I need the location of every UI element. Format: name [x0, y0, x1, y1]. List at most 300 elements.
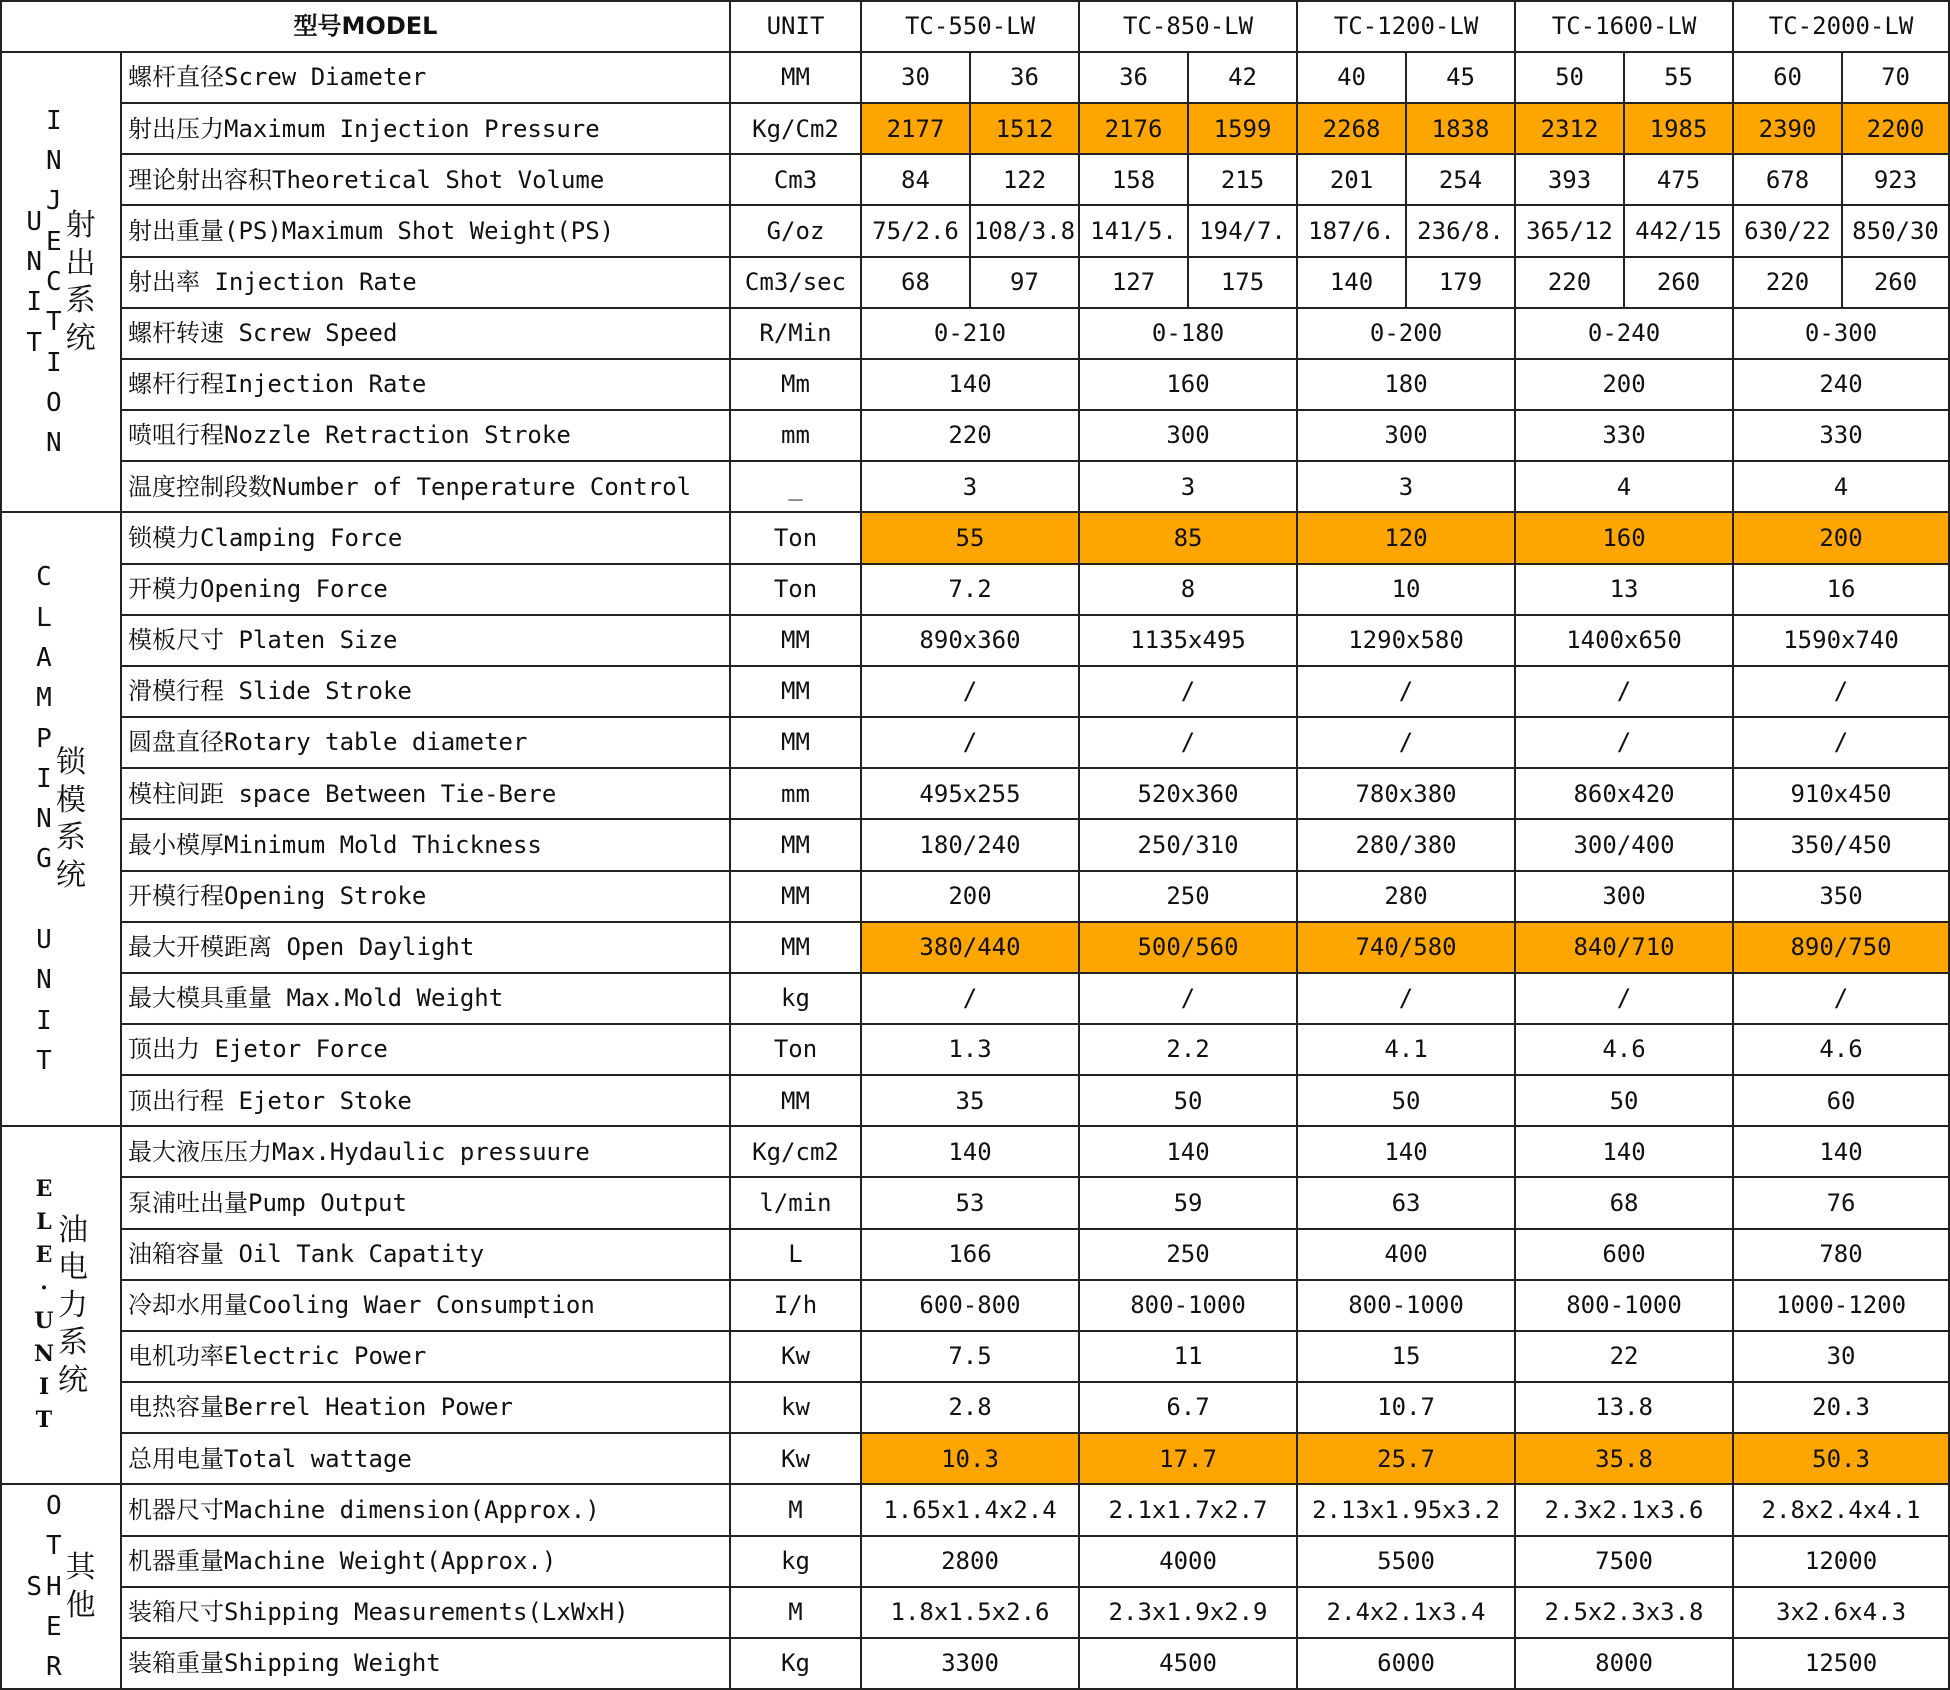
- value-cell: 0-200: [1297, 308, 1515, 359]
- row-label: 模柱间距 space Between Tie-Bere: [121, 768, 730, 819]
- value-cell: /: [1297, 717, 1515, 768]
- row-unit: M: [730, 1587, 861, 1638]
- section-letter: U: [26, 206, 42, 237]
- section-letter: C: [36, 562, 52, 593]
- row-label: 螺杆转速 Screw Speed: [121, 308, 730, 359]
- row-label: 最大模具重量 Max.Mold Weight: [121, 973, 730, 1024]
- value-cell: 140: [861, 359, 1079, 410]
- value-cell: 3x2.6x4.3: [1733, 1587, 1949, 1638]
- row-unit: MM: [730, 871, 861, 922]
- row-label: 最小模厚Minimum Mold Thickness: [121, 819, 730, 870]
- value-cell: 68: [1515, 1177, 1733, 1228]
- row-label: 顶出行程 Ejetor Stoke: [121, 1075, 730, 1126]
- table-row: [1, 1075, 1949, 1126]
- value-cell: 500/560: [1079, 922, 1297, 973]
- row-label: 机器重量Machine Weight(Approx.): [121, 1536, 730, 1587]
- section-letter: O: [46, 1490, 62, 1521]
- value-cell: 2.8x2.4x4.1: [1733, 1484, 1949, 1535]
- value-cell: 1290x580: [1297, 615, 1515, 666]
- value-cell: 10.7: [1297, 1382, 1515, 1433]
- value-cell: 68: [861, 257, 970, 308]
- value-cell: 36: [1079, 52, 1188, 103]
- value-cell: 890/750: [1733, 922, 1949, 973]
- table-row: [1, 154, 1949, 205]
- value-cell: 1400x650: [1515, 615, 1733, 666]
- row-label: 机器尺寸Machine dimension(Approx.): [121, 1484, 730, 1535]
- section-letter: 统: [55, 857, 86, 893]
- value-cell: /: [1515, 717, 1733, 768]
- value-cell: 30: [861, 52, 970, 103]
- value-cell: 860x420: [1515, 768, 1733, 819]
- value-cell: 6.7: [1079, 1382, 1297, 1433]
- value-cell: 158: [1079, 154, 1188, 205]
- value-cell: 4.6: [1733, 1024, 1949, 1075]
- value-cell: /: [1515, 973, 1733, 1024]
- value-cell: 59: [1079, 1177, 1297, 1228]
- value-cell: 300: [1079, 410, 1297, 461]
- value-cell: 2200: [1842, 103, 1949, 154]
- section-letter: I: [46, 347, 62, 378]
- value-cell: /: [1079, 973, 1297, 1024]
- section-letter: 系: [65, 283, 96, 319]
- value-cell: 0-240: [1515, 308, 1733, 359]
- model-header-1: TC-550-LW: [861, 1, 1079, 52]
- section-letter: 电: [58, 1250, 89, 1286]
- section-others: [1, 1484, 121, 1689]
- unit-header: UNIT: [730, 1, 861, 52]
- value-cell: 442/15: [1624, 205, 1733, 256]
- section-letter: T: [26, 327, 42, 358]
- value-cell: 1.65x1.4x2.4: [861, 1484, 1079, 1535]
- table-row: [1, 1024, 1949, 1075]
- section-letter: 系: [58, 1325, 89, 1361]
- row-label: 喷咀行程Nozzle Retraction Stroke: [121, 410, 730, 461]
- value-cell: 2390: [1733, 103, 1842, 154]
- value-cell: 250/310: [1079, 819, 1297, 870]
- section-letter: N: [46, 428, 62, 459]
- value-cell: 630/22: [1733, 205, 1842, 256]
- table-row: [1, 1331, 1949, 1382]
- row-unit: Kg: [730, 1638, 861, 1689]
- value-cell: 175: [1188, 257, 1297, 308]
- value-cell: 166: [861, 1229, 1079, 1280]
- row-unit: Cm3: [730, 154, 861, 205]
- table-row: [1, 205, 1949, 256]
- value-cell: 140: [1079, 1126, 1297, 1177]
- section-letter: 出: [65, 245, 96, 281]
- row-label: 螺杆直径Screw Diameter: [121, 52, 730, 103]
- value-cell: /: [861, 666, 1079, 717]
- value-cell: 140: [1297, 1126, 1515, 1177]
- row-label: 电热容量Berrel Heation Power: [121, 1382, 730, 1433]
- value-cell: 5500: [1297, 1536, 1515, 1587]
- section-ele: [1, 1126, 121, 1484]
- section-letter: J: [46, 186, 62, 217]
- row-unit: kw: [730, 1382, 861, 1433]
- value-cell: 12500: [1733, 1638, 1949, 1689]
- value-cell: 179: [1406, 257, 1515, 308]
- value-cell: 13.8: [1515, 1382, 1733, 1433]
- row-unit: MM: [730, 666, 861, 717]
- value-cell: 393: [1515, 154, 1624, 205]
- value-cell: 97: [970, 257, 1079, 308]
- value-cell: 250: [1079, 1229, 1297, 1280]
- value-cell: 140: [861, 1126, 1079, 1177]
- value-cell: 280: [1297, 871, 1515, 922]
- row-unit: MM: [730, 717, 861, 768]
- section-letter: [36, 880, 52, 920]
- value-cell: 200: [1515, 359, 1733, 410]
- value-cell: 2.8: [861, 1382, 1079, 1433]
- row-label: 模板尺寸 Platen Size: [121, 615, 730, 666]
- value-cell: 55: [861, 512, 1079, 563]
- section-letter: E: [35, 1242, 53, 1269]
- value-cell: 910x450: [1733, 768, 1949, 819]
- row-unit: Kw: [730, 1433, 861, 1484]
- row-label: 总用电量Total wattage: [121, 1433, 730, 1484]
- section-letter: T: [36, 1045, 52, 1076]
- value-cell: 1135x495: [1079, 615, 1297, 666]
- value-cell: 2.3x2.1x3.6: [1515, 1484, 1733, 1535]
- row-label: 冷却水用量Cooling Waer Consumption: [121, 1280, 730, 1331]
- value-cell: 63: [1297, 1177, 1515, 1228]
- section-letter: I: [26, 287, 42, 318]
- row-unit: mm: [730, 410, 861, 461]
- value-cell: 236/8.: [1406, 205, 1515, 256]
- value-cell: 200: [861, 871, 1079, 922]
- value-cell: 1.8x1.5x2.6: [861, 1587, 1079, 1638]
- section-letter: 油: [58, 1212, 89, 1248]
- value-cell: 10: [1297, 564, 1515, 615]
- value-cell: 1590x740: [1733, 615, 1949, 666]
- value-cell: 3: [1079, 461, 1297, 512]
- section-letter: L: [36, 1209, 52, 1236]
- section-letter: O: [46, 387, 62, 418]
- row-unit: I/h: [730, 1280, 861, 1331]
- table-row: [1, 922, 1949, 973]
- value-cell: 4.6: [1515, 1024, 1733, 1075]
- value-cell: 2268: [1297, 103, 1406, 154]
- value-cell: 240: [1733, 359, 1949, 410]
- table-row: [1, 1587, 1949, 1638]
- table-row: [1, 871, 1949, 922]
- row-unit: Kg/Cm2: [730, 103, 861, 154]
- section-letter: T: [46, 1531, 62, 1562]
- row-label: 温度控制段数Number of Tenperature Control: [121, 461, 730, 512]
- value-cell: 330: [1733, 410, 1949, 461]
- table-row: [1, 1177, 1949, 1228]
- table-row: [1, 512, 1949, 563]
- model-header-3: TC-1200-LW: [1297, 1, 1515, 52]
- row-unit: Ton: [730, 564, 861, 615]
- table-row: [1, 717, 1949, 768]
- value-cell: 330: [1515, 410, 1733, 461]
- row-label: 电机功率Electric Power: [121, 1331, 730, 1382]
- value-cell: /: [861, 973, 1079, 1024]
- row-label: 射出压力Maximum Injection Pressure: [121, 103, 730, 154]
- table-row: [1, 1382, 1949, 1433]
- value-cell: 380/440: [861, 922, 1079, 973]
- value-cell: 260: [1842, 257, 1949, 308]
- value-cell: 1000-1200: [1733, 1280, 1949, 1331]
- row-unit: Ton: [730, 512, 861, 563]
- value-cell: 140: [1733, 1126, 1949, 1177]
- table-row: [1, 257, 1949, 308]
- section-letter: N: [26, 246, 42, 277]
- row-unit: Kw: [730, 1331, 861, 1382]
- section-letter: U: [34, 1308, 54, 1335]
- value-cell: 2177: [861, 103, 970, 154]
- value-cell: 220: [1733, 257, 1842, 308]
- value-cell: 10.3: [861, 1433, 1079, 1484]
- value-cell: 7.2: [861, 564, 1079, 615]
- row-unit: MM: [730, 1075, 861, 1126]
- section-letter: 统: [58, 1362, 89, 1398]
- row-unit: MM: [730, 52, 861, 103]
- value-cell: 194/7.: [1188, 205, 1297, 256]
- row-unit: _: [730, 461, 861, 512]
- value-cell: 2312: [1515, 103, 1624, 154]
- section-letter: I: [38, 1374, 50, 1401]
- value-cell: 1838: [1406, 103, 1515, 154]
- section-letter: A: [36, 643, 52, 673]
- row-label: 射出率 Injection Rate: [121, 257, 730, 308]
- value-cell: /: [1733, 717, 1949, 768]
- value-cell: 4.1: [1297, 1024, 1515, 1075]
- value-cell: 3: [861, 461, 1079, 512]
- value-cell: 220: [861, 410, 1079, 461]
- table-row: [1, 461, 1949, 512]
- row-label: 射出重量(PS)Maximum Shot Weight(PS): [121, 205, 730, 256]
- value-cell: 1599: [1188, 103, 1297, 154]
- section-letter: N: [46, 146, 62, 177]
- row-label: 装箱重量Shipping Weight: [121, 1638, 730, 1689]
- value-cell: 201: [1297, 154, 1406, 205]
- value-cell: 2800: [861, 1536, 1079, 1587]
- section-letter: 锁: [55, 745, 86, 781]
- section-letter: 模: [55, 782, 86, 818]
- section-letter: 射: [65, 208, 96, 244]
- value-cell: /: [1515, 666, 1733, 717]
- value-cell: 800-1000: [1079, 1280, 1297, 1331]
- value-cell: 300/400: [1515, 819, 1733, 870]
- section-letter: G: [36, 844, 52, 875]
- row-unit: Kg/cm2: [730, 1126, 861, 1177]
- row-label: 理论射出容积Theoretical Shot Volume: [121, 154, 730, 205]
- value-cell: 800-1000: [1297, 1280, 1515, 1331]
- section-letter: 统: [65, 320, 96, 356]
- value-cell: 141/5.: [1079, 205, 1188, 256]
- row-label: 最大液压压力Max.Hydaulic pressuure: [121, 1126, 730, 1177]
- value-cell: 2.4x2.1x3.4: [1297, 1587, 1515, 1638]
- value-cell: 42: [1188, 52, 1297, 103]
- section-letter: U: [36, 925, 52, 956]
- value-cell: 495x255: [861, 768, 1079, 819]
- value-cell: 365/12: [1515, 205, 1624, 256]
- value-cell: /: [1733, 973, 1949, 1024]
- value-cell: 50: [1079, 1075, 1297, 1126]
- model-header-2: TC-850-LW: [1079, 1, 1297, 52]
- value-cell: /: [1297, 973, 1515, 1024]
- value-cell: 350/450: [1733, 819, 1949, 870]
- section-letter: ·: [40, 1275, 48, 1302]
- value-cell: 84: [861, 154, 970, 205]
- section-letter: N: [36, 965, 52, 996]
- value-cell: 12000: [1733, 1536, 1949, 1587]
- section-letter: P: [36, 723, 52, 754]
- section-letter: 他: [65, 1587, 96, 1623]
- value-cell: /: [1297, 666, 1515, 717]
- value-cell: 85: [1079, 512, 1297, 563]
- value-cell: 13: [1515, 564, 1733, 615]
- value-cell: 11: [1079, 1331, 1297, 1382]
- value-cell: 300: [1297, 410, 1515, 461]
- table-row: [1, 308, 1949, 359]
- value-cell: 2.13x1.95x3.2: [1297, 1484, 1515, 1535]
- table-row: [1, 1229, 1949, 1280]
- table-row: [1, 1126, 1949, 1177]
- row-label: 开模行程Opening Stroke: [121, 871, 730, 922]
- value-cell: 200: [1733, 512, 1949, 563]
- section-letter: I: [36, 1005, 52, 1036]
- model-header: 型号MODEL: [1, 1, 730, 52]
- table-row: [1, 103, 1949, 154]
- table-row: [1, 1433, 1949, 1484]
- value-cell: 120: [1297, 512, 1515, 563]
- value-cell: 22: [1515, 1331, 1733, 1382]
- value-cell: 2.1x1.7x2.7: [1079, 1484, 1297, 1535]
- table-row: [1, 410, 1949, 461]
- section-letter: L: [36, 602, 52, 633]
- value-cell: 160: [1079, 359, 1297, 410]
- value-cell: 180: [1297, 359, 1515, 410]
- value-cell: 76: [1733, 1177, 1949, 1228]
- row-label: 泵浦吐出量Pump Output: [121, 1177, 730, 1228]
- row-unit: Cm3/sec: [730, 257, 861, 308]
- row-unit: Mm: [730, 359, 861, 410]
- value-cell: 160: [1515, 512, 1733, 563]
- table-row: [1, 615, 1949, 666]
- value-cell: 254: [1406, 154, 1515, 205]
- value-cell: 220: [1515, 257, 1624, 308]
- row-unit: L: [730, 1229, 861, 1280]
- value-cell: 890x360: [861, 615, 1079, 666]
- value-cell: 50.3: [1733, 1433, 1949, 1484]
- row-label: 滑模行程 Slide Stroke: [121, 666, 730, 717]
- value-cell: 850/30: [1842, 205, 1949, 256]
- row-label: 锁模力Clamping Force: [121, 512, 730, 563]
- value-cell: 350: [1733, 871, 1949, 922]
- section-letter: H: [46, 1571, 62, 1602]
- value-cell: 678: [1733, 154, 1842, 205]
- section-letter: N: [36, 804, 52, 835]
- value-cell: 25.7: [1297, 1433, 1515, 1484]
- table-row: [1, 1638, 1949, 1689]
- value-cell: 840/710: [1515, 922, 1733, 973]
- row-unit: MM: [730, 922, 861, 973]
- value-cell: 475: [1624, 154, 1733, 205]
- value-cell: 2.3x1.9x2.9: [1079, 1587, 1297, 1638]
- section-letter: S: [26, 1571, 42, 1602]
- row-unit: M: [730, 1484, 861, 1535]
- value-cell: 50: [1297, 1075, 1515, 1126]
- value-cell: 20.3: [1733, 1382, 1949, 1433]
- value-cell: 7.5: [861, 1331, 1079, 1382]
- value-cell: 780: [1733, 1229, 1949, 1280]
- section-injection: [1, 52, 121, 512]
- row-unit: l/min: [730, 1177, 861, 1228]
- table-row: [1, 1536, 1949, 1587]
- value-cell: 260: [1624, 257, 1733, 308]
- value-cell: 600: [1515, 1229, 1733, 1280]
- value-cell: 2.5x2.3x3.8: [1515, 1587, 1733, 1638]
- table-row: [1, 564, 1949, 615]
- value-cell: 180/240: [861, 819, 1079, 870]
- value-cell: 75/2.6: [861, 205, 970, 256]
- value-cell: /: [1079, 666, 1297, 717]
- value-cell: 122: [970, 154, 1079, 205]
- row-label: 装箱尺寸Shipping Measurements(LxWxH): [121, 1587, 730, 1638]
- value-cell: 36: [970, 52, 1079, 103]
- value-cell: 17.7: [1079, 1433, 1297, 1484]
- section-letter: I: [36, 763, 52, 794]
- value-cell: 35.8: [1515, 1433, 1733, 1484]
- table-row: [1, 819, 1949, 870]
- model-header-5: TC-2000-LW: [1733, 1, 1949, 52]
- section-letter: N: [33, 1341, 55, 1368]
- row-label: 圆盘直径Rotary table diameter: [121, 717, 730, 768]
- value-cell: 0-210: [861, 308, 1079, 359]
- value-cell: 400: [1297, 1229, 1515, 1280]
- value-cell: 6000: [1297, 1638, 1515, 1689]
- value-cell: 4500: [1079, 1638, 1297, 1689]
- value-cell: 53: [861, 1177, 1079, 1228]
- value-cell: 600-800: [861, 1280, 1079, 1331]
- value-cell: 55: [1624, 52, 1733, 103]
- value-cell: 35: [861, 1075, 1079, 1126]
- value-cell: 923: [1842, 154, 1949, 205]
- row-unit: G/oz: [730, 205, 861, 256]
- value-cell: 60: [1733, 52, 1842, 103]
- value-cell: 215: [1188, 154, 1297, 205]
- value-cell: /: [1079, 717, 1297, 768]
- value-cell: 4000: [1079, 1536, 1297, 1587]
- value-cell: 300: [1515, 871, 1733, 922]
- value-cell: 40: [1297, 52, 1406, 103]
- value-cell: 3: [1297, 461, 1515, 512]
- model-header-4: TC-1600-LW: [1515, 1, 1733, 52]
- value-cell: 50: [1515, 52, 1624, 103]
- table-row: [1, 666, 1949, 717]
- table-row: [1, 768, 1949, 819]
- table-row: [1, 52, 1949, 103]
- value-cell: 2176: [1079, 103, 1188, 154]
- value-cell: 250: [1079, 871, 1297, 922]
- section-letter: T: [46, 307, 62, 338]
- value-cell: 800-1000: [1515, 1280, 1733, 1331]
- section-letter: E: [46, 226, 62, 257]
- value-cell: 1512: [970, 103, 1079, 154]
- value-cell: 4: [1733, 461, 1949, 512]
- value-cell: 60: [1733, 1075, 1949, 1126]
- row-label: 顶出力 Ejetor Force: [121, 1024, 730, 1075]
- row-unit: mm: [730, 768, 861, 819]
- row-label: 最大开模距离 Open Daylight: [121, 922, 730, 973]
- table-row: [1, 973, 1949, 1024]
- value-cell: 15: [1297, 1331, 1515, 1382]
- value-cell: 8000: [1515, 1638, 1733, 1689]
- value-cell: 0-180: [1079, 308, 1297, 359]
